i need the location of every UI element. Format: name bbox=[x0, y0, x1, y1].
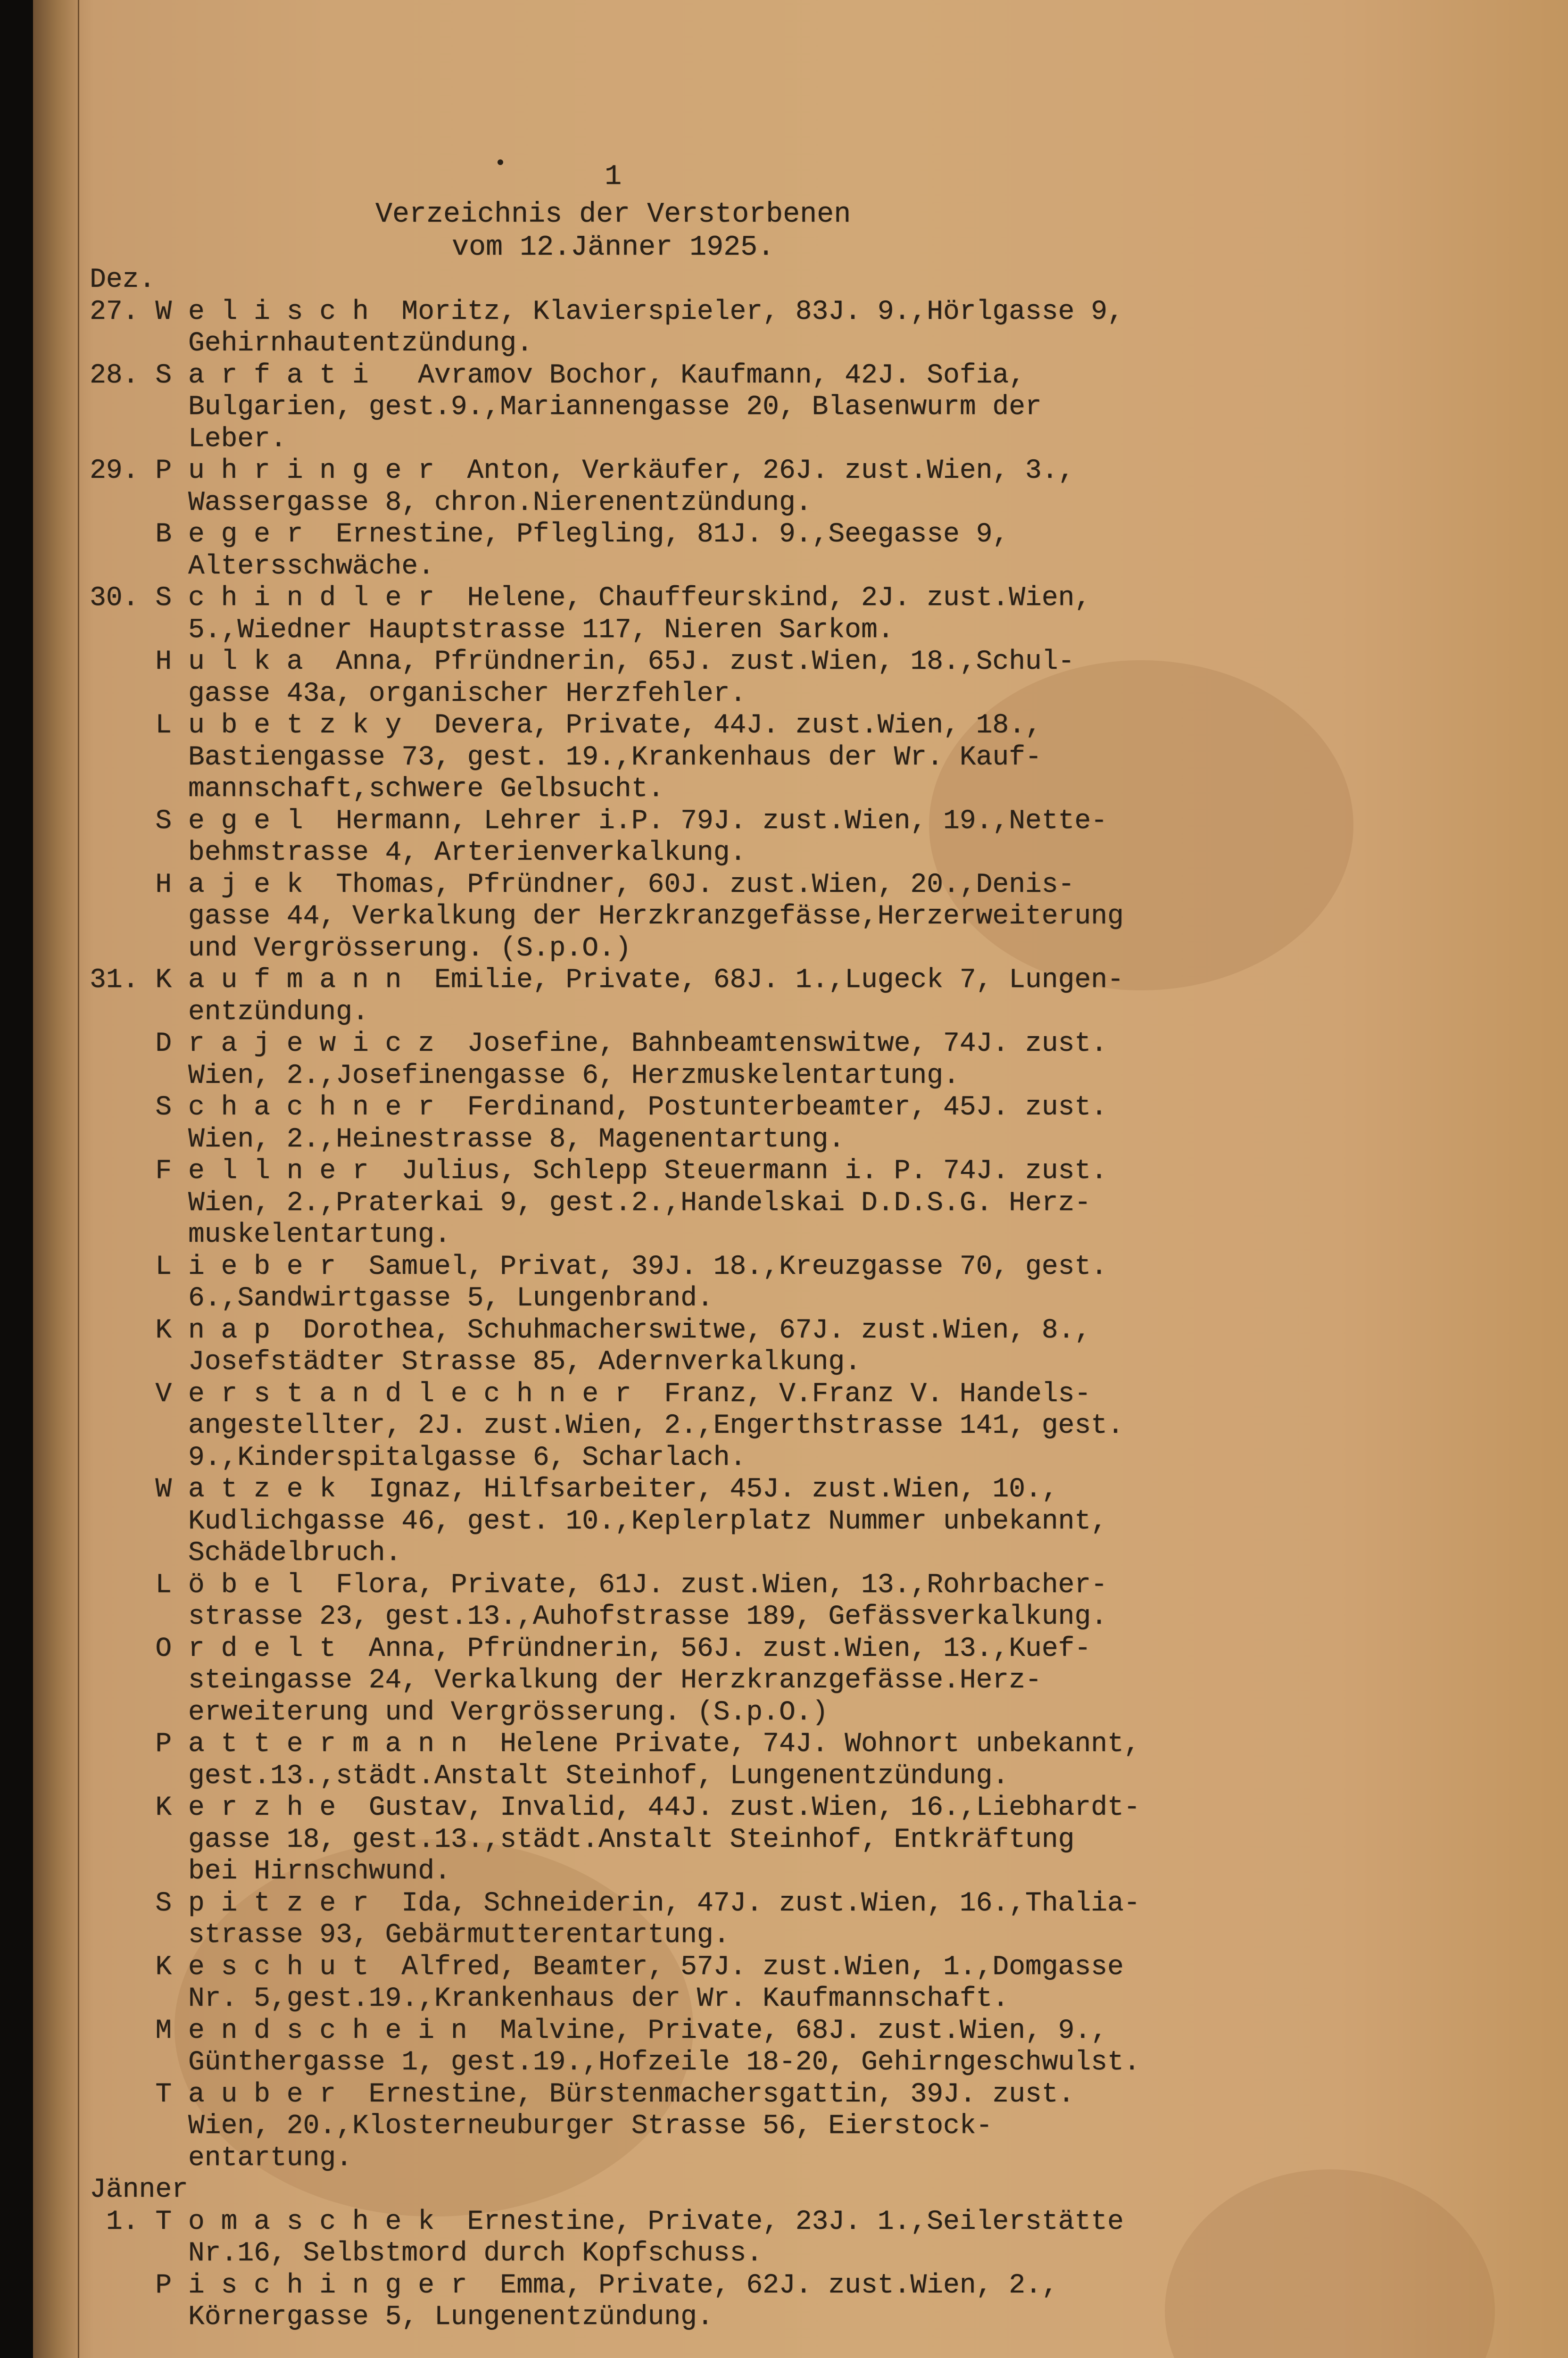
register-line: H u l k a Anna, Pfründnerin, 65J. zust.Wien, 18.,Schul- bbox=[90, 647, 1075, 677]
register-line: K n a p Dorothea, Schuhmacherswitwe, 67J. zust.Wien, 8., bbox=[90, 1315, 1091, 1346]
register-line: angestellter, 2J. zust.Wien, 2.,Engerthstrasse 141, gest. bbox=[90, 1411, 1124, 1441]
register-line: behmstrasse 4, Arterienverkalkung. bbox=[90, 838, 747, 868]
register-line: gasse 18, gest.13.,städt.Anstalt Steinhof, Entkräftung bbox=[90, 1824, 1075, 1855]
register-line: B e g e r Ernestine, Pflegling, 81J. 9.,Seegasse 9, bbox=[90, 519, 1009, 550]
register-line: bei Hirnschwund. bbox=[90, 1856, 451, 1887]
register-line: K e s c h u t Alfred, Beamter, 57J. zust.Wien, 1.,Domgasse bbox=[90, 1951, 1124, 1983]
register-line: 30. S c h i n d l e r Helene, Chauffeurskind, 2J. zust.Wien, bbox=[90, 583, 1091, 614]
register-line: erweiterung und Vergrösserung. (S.p.O.) bbox=[90, 1697, 829, 1728]
register-line: K e r z h e Gustav, Invalid, 44J. zust.Wien, 16.,Liebhardt- bbox=[90, 1793, 1140, 1823]
register-line: L ö b e l Flora, Private, 61J. zust.Wien, 13.,Rohrbacher- bbox=[90, 1569, 1107, 1601]
register-line: steingasse 24, Verkalkung der Herzkranzgefässe.Herz- bbox=[90, 1665, 1042, 1696]
register-line: Jänner bbox=[90, 2175, 188, 2205]
register-line: Nr.16, Selbstmord durch Kopfschuss. bbox=[90, 2238, 763, 2269]
register-line: H a j e k Thomas, Pfründner, 60J. zust.Wien, 20.,Denis- bbox=[90, 869, 1075, 900]
register-line: muskelentartung. bbox=[90, 1220, 451, 1250]
register-line: P a t t e r m a n n Helene Private, 74J. Wohnort unbekannt, bbox=[90, 1729, 1140, 1760]
register-line: Altersschwäche. bbox=[90, 551, 434, 582]
register-line: D r a j e w i c z Josefine, Bahnbeamtenswitwe, 74J. zust. bbox=[90, 1029, 1107, 1059]
register-line: Wien, 2.,Josefinengasse 6, Herzmuskelentartung. bbox=[90, 1060, 960, 1091]
register-line: entartung. bbox=[90, 2142, 352, 2174]
register-line: S c h a c h n e r Ferdinand, Postunterbeamter, 45J. zust. bbox=[90, 1092, 1107, 1123]
register-line: 5.,Wiedner Hauptstrasse 117, Nieren Sarkom. bbox=[90, 614, 894, 646]
register-line: 6.,Sandwirtgasse 5, Lungenbrand. bbox=[90, 1283, 713, 1314]
page-number: 1 bbox=[604, 161, 622, 193]
register-line: S p i t z e r Ida, Schneiderin, 47J. zust.Wien, 16.,Thalia- bbox=[90, 1888, 1140, 1919]
register-line: 31. K a u f m a n n Emilie, Private, 68J. 1.,Lugeck 7, Lungen- bbox=[90, 965, 1124, 996]
register-line: 1. T o m a s c h e k Ernestine, Private, 23J. 1.,Seilerstätte bbox=[90, 2206, 1124, 2237]
register-line: Schädelbruch. bbox=[90, 1538, 402, 1569]
register-line: und Vergrösserung. (S.p.O.) bbox=[90, 933, 631, 964]
register-line: strasse 23, gest.13.,Auhofstrasse 189, Gefässverkalkung. bbox=[90, 1602, 1107, 1632]
register-line: M e n d s c h e i n Malvine, Private, 68J. zust.Wien, 9., bbox=[90, 2015, 1107, 2046]
register-line: gasse 44, Verkalkung der Herzkranzgefässe,Herzerweiterung bbox=[90, 901, 1124, 932]
register-line: 28. S a r f a t i Avramov Bochor, Kaufmann, 42J. Sofia, bbox=[90, 360, 1025, 391]
register-line: F e l l n e r Julius, Schlepp Steuermann i. P. 74J. zust. bbox=[90, 1156, 1107, 1187]
register-line: gasse 43a, organischer Herzfehler. bbox=[90, 678, 747, 709]
register-line: W a t z e k Ignaz, Hilfsarbeiter, 45J. zust.Wien, 10., bbox=[90, 1474, 1058, 1505]
register-line: 9.,Kinderspitalgasse 6, Scharlach. bbox=[90, 1442, 747, 1473]
register-line: S e g e l Hermann, Lehrer i.P. 79J. zust.Wien, 19.,Nette- bbox=[90, 805, 1107, 837]
register-line: Nr. 5,gest.19.,Krankenhaus der Wr. Kaufmannschaft. bbox=[90, 1984, 1009, 2014]
register-line: 27. W e l i s c h Moritz, Klavierspieler, 83J. 9.,Hörlgasse 9, bbox=[90, 296, 1124, 327]
register-line: Günthergasse 1, gest.19.,Hofzeile 18-20, Gehirngeschwulst. bbox=[90, 2047, 1140, 2078]
register-line: Leber. bbox=[90, 423, 287, 455]
register-line: Bastiengasse 73, gest. 19.,Krankenhaus der Wr. Kauf- bbox=[90, 742, 1042, 773]
register-line: 29. P u h r i n g e r Anton, Verkäufer, 26J. zust.Wien, 3., bbox=[90, 456, 1075, 486]
register-line: Wien, 2.,Heinestrasse 8, Magenentartung. bbox=[90, 1124, 845, 1155]
register-line: V e r s t a n d l e c h n e r Franz, V.Franz V. Handels- bbox=[90, 1378, 1091, 1410]
binding-edge bbox=[33, 0, 79, 2358]
register-line: Kudlichgasse 46, gest. 10.,Keplerplatz Nummer unbekannt, bbox=[90, 1506, 1107, 1537]
register-line: entzündung. bbox=[90, 996, 369, 1028]
register-line: L i e b e r Samuel, Privat, 39J. 18.,Kreuzgasse 70, gest. bbox=[90, 1251, 1107, 1282]
register-line: Körnergasse 5, Lungenentzündung. bbox=[90, 2302, 713, 2333]
document-title: Verzeichnis der Verstorbenen bbox=[375, 199, 851, 231]
death-register-list bbox=[90, 264, 1514, 2333]
register-line: Wien, 2.,Praterkai 9, gest.2.,Handelskai D.D.S.G. Herz- bbox=[90, 1187, 1091, 1219]
register-line: L u b e t z k y Devera, Private, 44J. zust.Wien, 18., bbox=[90, 710, 1042, 741]
document-subtitle: vom 12.Jänner 1925. bbox=[451, 232, 775, 264]
register-line: T a u b e r Ernestine, Bürstenmachersgattin, 39J. zust. bbox=[90, 2079, 1075, 2110]
register-line: mannschaft,schwere Gelbsucht. bbox=[90, 774, 664, 805]
register-line: O r d e l t Anna, Pfründnerin, 56J. zust.Wien, 13.,Kuef- bbox=[90, 1633, 1091, 1664]
register-line: Dez. bbox=[90, 265, 156, 295]
register-line: gest.13.,städt.Anstalt Steinhof, Lungenentzündung. bbox=[90, 1760, 1009, 1792]
register-line: strasse 93, Gebärmutterentartung. bbox=[90, 1920, 730, 1951]
register-line: Josefstädter Strasse 85, Adernverkalkung. bbox=[90, 1347, 861, 1378]
register-line: P i s c h i n g e r Emma, Private, 62J. zust.Wien, 2., bbox=[90, 2270, 1058, 2301]
document-page bbox=[33, 0, 1568, 2358]
register-line: Bulgarien, gest.9.,Mariannengasse 20, Blasenwurm der bbox=[90, 392, 1042, 423]
register-line: Wien, 20.,Klosterneuburger Strasse 56, Eierstock- bbox=[90, 2111, 993, 2142]
register-line: Gehirnhautentzündung. bbox=[90, 328, 533, 359]
register-line: Wassergasse 8, chron.Nierenentzündung. bbox=[90, 487, 812, 518]
